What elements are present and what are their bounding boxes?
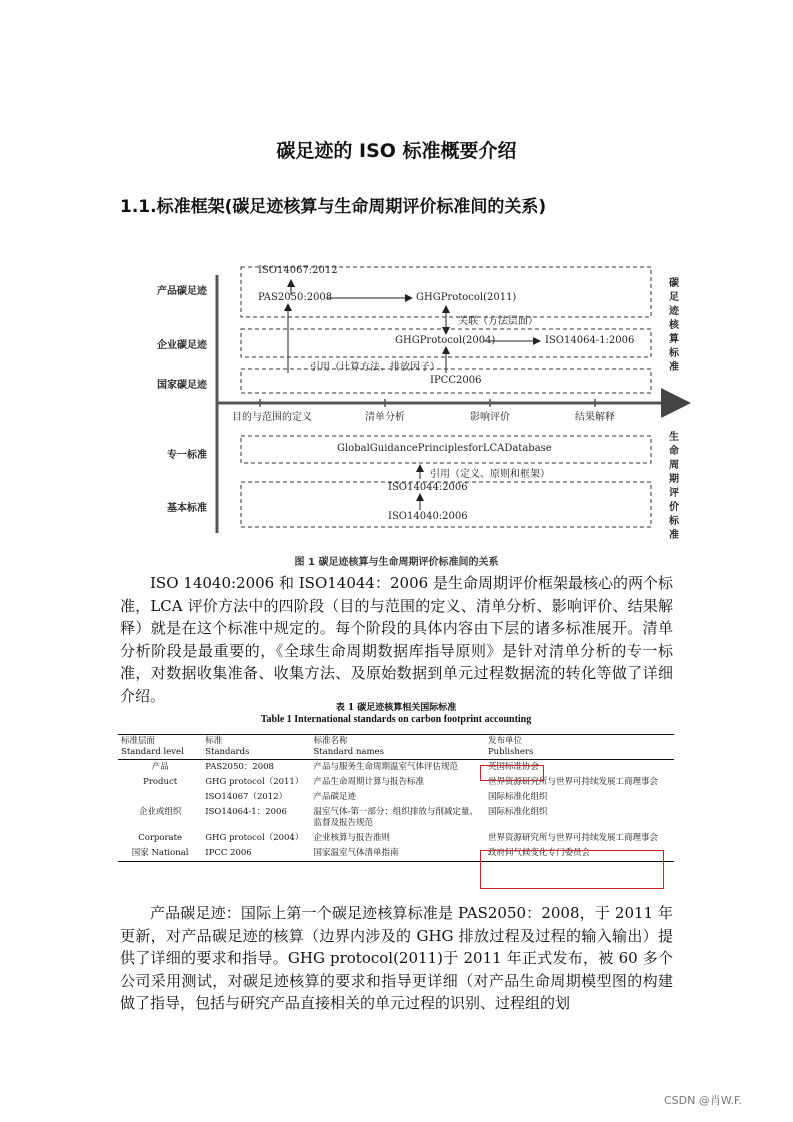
header-level bbox=[118, 735, 202, 760]
table-row bbox=[118, 831, 674, 846]
table-header-row bbox=[118, 735, 674, 760]
highlight-box-wri-ipcc bbox=[480, 850, 664, 889]
header-name-cn: 标准名称 bbox=[313, 736, 348, 746]
csdn-watermark: CSDN @肖W.F. bbox=[664, 1094, 743, 1107]
axis-label-interpretation: 结果解释 bbox=[575, 412, 615, 423]
cell-standard: ISO14064-1：2006 bbox=[205, 807, 287, 817]
cell-level bbox=[118, 790, 202, 805]
side-label-lca-standards: 生命周期评价标准 bbox=[669, 432, 679, 541]
node-iso14064: ISO14064-1:2006 bbox=[545, 335, 635, 346]
node-global-guidance: GlobalGuidancePrinciplesforLCADatabase bbox=[337, 443, 552, 454]
standards-table-block bbox=[118, 700, 674, 892]
cell-level: 企业或组织 bbox=[138, 807, 182, 817]
cell-publisher: 世界资源研究所与世界可持续发展工商理事会 bbox=[487, 833, 658, 843]
node-citation2: 引用（定义、原则和框架） bbox=[430, 469, 550, 480]
node-pas2050: PAS2050:2008 bbox=[258, 292, 333, 303]
cell-level: 国家 National bbox=[131, 848, 189, 858]
header-publisher-cn: 发布单位 bbox=[487, 736, 522, 746]
cell-publisher: 国际标准化组织 bbox=[487, 792, 548, 802]
node-citation1: 引用（计算方法、排放因子） bbox=[310, 362, 440, 373]
cell-publisher: 世界资源研究所与世界可持续发展工商理事会 bbox=[487, 777, 658, 787]
framework-figure bbox=[140, 255, 700, 570]
cell-name: 温室气体-第一部分：组织排放与削减定量、监督及报告规范 bbox=[313, 807, 478, 828]
label-special-std: 专一标准 bbox=[167, 450, 207, 461]
cell-standard: PAS2050：2008 bbox=[205, 762, 274, 772]
label-basic-std: 基本标准 bbox=[167, 503, 207, 514]
header-standard bbox=[202, 735, 310, 760]
header-level-en: Standard level bbox=[121, 747, 184, 757]
node-relation: 关联（方法层面） bbox=[458, 316, 538, 327]
label-corporate-cf: 企业碳足迹 bbox=[157, 340, 207, 351]
table-row bbox=[118, 760, 674, 776]
cell-name: 产品碳足迹 bbox=[313, 792, 356, 802]
cell-level: Corporate bbox=[138, 833, 183, 843]
node-iso14044: ISO14044:2006 bbox=[388, 482, 468, 493]
cell-name: 企业核算与报告准则 bbox=[313, 833, 390, 843]
header-name-en: Standard names bbox=[313, 747, 384, 757]
cell-name: 产品与服务生命周期温室气体评估规范 bbox=[313, 762, 458, 772]
cell-publisher: 政府间气候变化专门委员会 bbox=[487, 848, 590, 858]
header-standard-cn: 标准 bbox=[205, 736, 223, 746]
cell-level: Product bbox=[143, 777, 178, 787]
cell-standard: ISO14067（2012） bbox=[205, 792, 288, 802]
paragraph-2-text: 产品碳足迹：国际上第一个碳足迹核算标准是 PAS2050：2008，于 2011 年更新，对产品碳足迹的核算（边界内涉及的 GHG 排放过程及过程的输入输出）提供了详细的要求和指导。GHG protocol(2011)于 2011 年正式发布，被 60 多个公司采用测试，对碳足迹核算的要求和指导更详细（对产品生命周期模型图的构建做了指导，包括与研究产品直接相关的单元过程的识别、过程组的划 bbox=[120, 904, 673, 1012]
paragraph-1-text: ISO 14040:2006 和 ISO14044：2006 是生命周期评价框架最核心的两个标准，LCA 评价方法中的四阶段（目的与范围的定义、清单分析、影响评价、结果解释）就是在这个标准中规定的。每个阶段的具体内容由下层的诸多标准展开。清单分析阶段是最重要的，《全球生命周期数据库指导原则》是针对清单分析的专一标准，对数据收集准备、收集方法、及原始数据到单元过程数据流的转化等做了详细介绍。 bbox=[120, 574, 673, 705]
axis-label-goal-scope: 目的与范围的定义 bbox=[232, 412, 312, 423]
node-ghg2011: GHGProtocol(2011) bbox=[416, 292, 517, 303]
figure-caption: 图 1 碳足迹核算与生命周期评价标准间的关系 bbox=[294, 557, 499, 568]
cell-publisher: 英国标准协会 bbox=[487, 762, 539, 772]
table-row bbox=[118, 775, 674, 790]
highlight-box-bsi bbox=[480, 765, 544, 781]
cell-standard: GHG protocol（2004） bbox=[205, 833, 304, 843]
node-iso14067: ISO14067:2012 bbox=[258, 265, 338, 276]
node-iso14040: ISO14040:2006 bbox=[388, 511, 468, 522]
node-ghg2004: GHGProtocol(2004) bbox=[395, 335, 496, 346]
section-title: 1.1.标准框架(碳足迹核算与生命周期评价标准间的关系) bbox=[120, 197, 547, 217]
header-level-cn: 标准层面 bbox=[121, 736, 156, 746]
standards-table bbox=[118, 734, 674, 862]
paragraph-1 bbox=[120, 572, 673, 707]
label-national-cf: 国家碳足迹 bbox=[157, 380, 207, 391]
node-ipcc: IPCC2006 bbox=[430, 375, 482, 386]
axis-label-inventory: 清单分析 bbox=[365, 412, 405, 423]
side-label-cf-standards: 碳足迹核算标准 bbox=[669, 278, 679, 373]
cell-standard: IPCC 2006 bbox=[205, 848, 252, 858]
axis-label-impact: 影响评价 bbox=[470, 412, 510, 423]
header-publisher bbox=[485, 735, 674, 760]
header-name bbox=[310, 735, 484, 760]
cell-level: 产品 bbox=[151, 762, 169, 772]
label-product-cf: 产品碳足迹 bbox=[157, 286, 207, 297]
cell-standard: GHG protocol（2011） bbox=[205, 777, 304, 787]
table-caption-en: Table 1 International standards on carbon footprint accounting bbox=[260, 714, 532, 725]
cell-name: 国家温室气体清单指南 bbox=[313, 848, 399, 858]
cell-name: 产品生命周期计算与报告标准 bbox=[313, 777, 424, 787]
table-caption-cn: 表 1 碳足迹核算相关国际标准 bbox=[335, 703, 457, 713]
page-title: 碳足迹的 ISO 标准概要介绍 bbox=[276, 140, 517, 162]
table-row bbox=[118, 790, 674, 805]
header-publisher-en: Publishers bbox=[487, 747, 534, 757]
cell-publisher: 国际标准化组织 bbox=[487, 807, 548, 817]
header-standard-en: Standards bbox=[205, 747, 250, 757]
paragraph-2 bbox=[120, 902, 673, 1015]
table-row bbox=[118, 805, 674, 831]
